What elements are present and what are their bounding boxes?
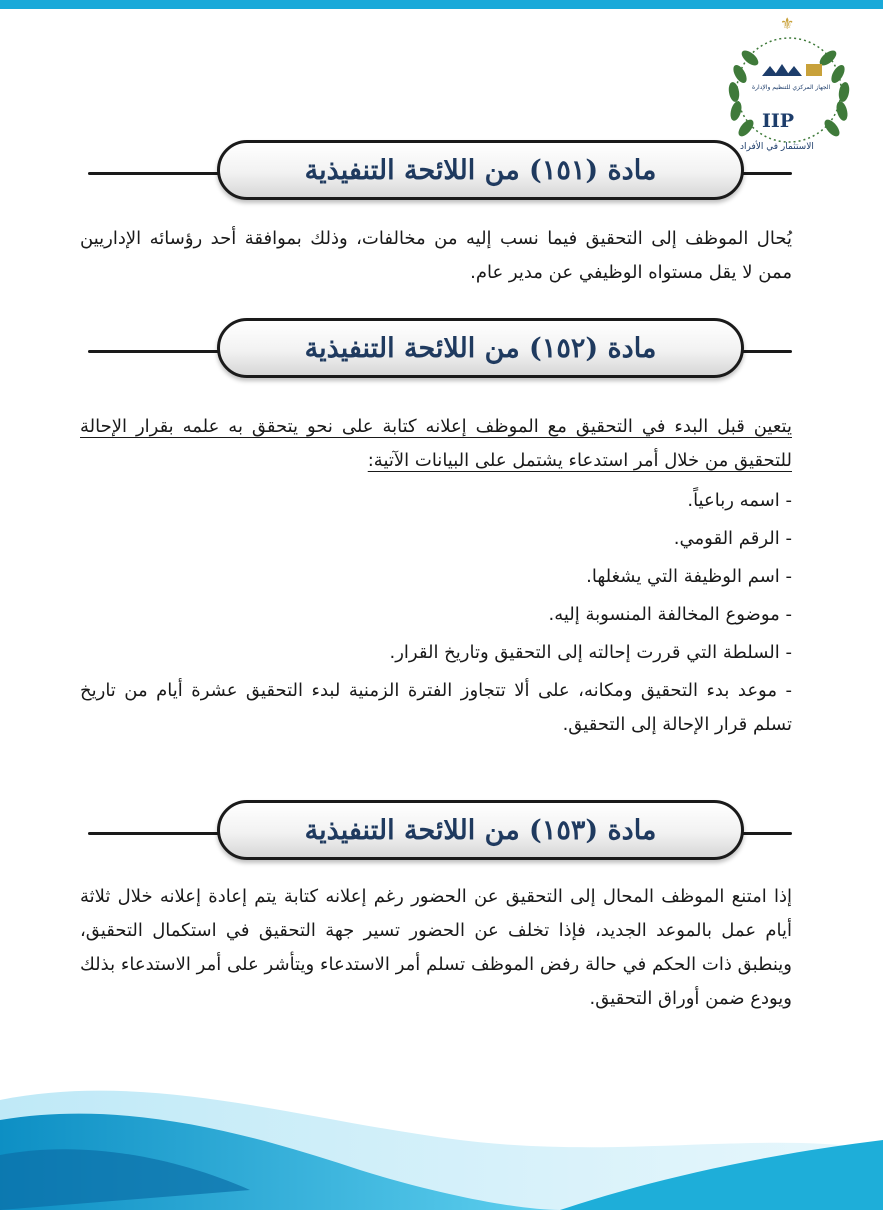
header-rule-left bbox=[88, 832, 228, 835]
list-item: - موعد بدء التحقيق ومكانه، على ألا تتجاوز الفترة الزمنية لبدء التحقيق عشرة أيام من تاريخ تسلم قرار الإحالة إلى التحقيق. bbox=[80, 680, 792, 735]
article-heading: مادة (١٥١) من اللائحة التنفيذية bbox=[304, 154, 657, 186]
logo-motto: الاستثمار في الأفراد bbox=[740, 142, 814, 152]
list-item: - اسم الوظيفة التي يشغلها. bbox=[586, 566, 792, 587]
article-152-list bbox=[80, 484, 792, 746]
list-item: - اسمه رباعياً. bbox=[687, 490, 792, 511]
header-rule-left bbox=[88, 350, 228, 353]
iip-logo bbox=[718, 14, 860, 154]
list-item: - موضوع المخالفة المنسوبة إليه. bbox=[548, 604, 792, 625]
article-heading: مادة (١٥٣) من اللائحة التنفيذية bbox=[304, 814, 657, 846]
article-151-header bbox=[80, 140, 792, 206]
list-item: - الرقم القومي. bbox=[673, 528, 792, 549]
logo-agency-name: الجهاز المركزي للتنظيم والإدارة bbox=[752, 84, 831, 91]
eagle-emblem-icon: ⚜ bbox=[780, 14, 795, 33]
article-heading-pill bbox=[217, 140, 744, 200]
logo-short-name: IIP bbox=[762, 110, 795, 132]
article-152-header bbox=[80, 318, 792, 384]
article-heading-pill bbox=[217, 800, 744, 860]
header-rule-left bbox=[88, 172, 228, 175]
decorative-waves bbox=[0, 1060, 883, 1210]
article-151-text: يُحال الموظف إلى التحقيق فيما نسب إليه من مخالفات، وذلك بموافقة أحد رؤسائه الإداريين ممن لا يقل مستواه الوظيفي عن مدير عام. bbox=[80, 228, 792, 283]
article-heading-pill bbox=[217, 318, 744, 378]
article-153-header bbox=[80, 800, 792, 866]
list-item: - السلطة التي قررت إحالته إلى التحقيق وتاريخ القرار. bbox=[389, 642, 792, 663]
article-153-text: إذا امتنع الموظف المحال إلى التحقيق عن الحضور رغم إعلانه كتابة يتم إعادة إعلانه خلال ثلاثة أيام عمل بالموعد الجديد، فإذا تخلف عن الحضور تسير جهة التحقيق في استكمال التحقيق، وينطبق ذات الحكم في حالة رفض الموظف تسلم أمر الاستدعاء ويتأشر على أمر الاستدعاء بذلك ويودع ضمن أوراق التحقيق. bbox=[80, 886, 792, 1009]
article-152-intro: يتعين قبل البدء في التحقيق مع الموظف إعلانه كتابة على نحو يتحقق به علمه بقرار الإحالة للتحقيق من خلال أمر استدعاء يشتمل على البيانات الآتية: bbox=[80, 416, 792, 471]
article-heading: مادة (١٥٢) من اللائحة التنفيذية bbox=[304, 332, 657, 364]
top-accent-bar bbox=[0, 0, 883, 9]
